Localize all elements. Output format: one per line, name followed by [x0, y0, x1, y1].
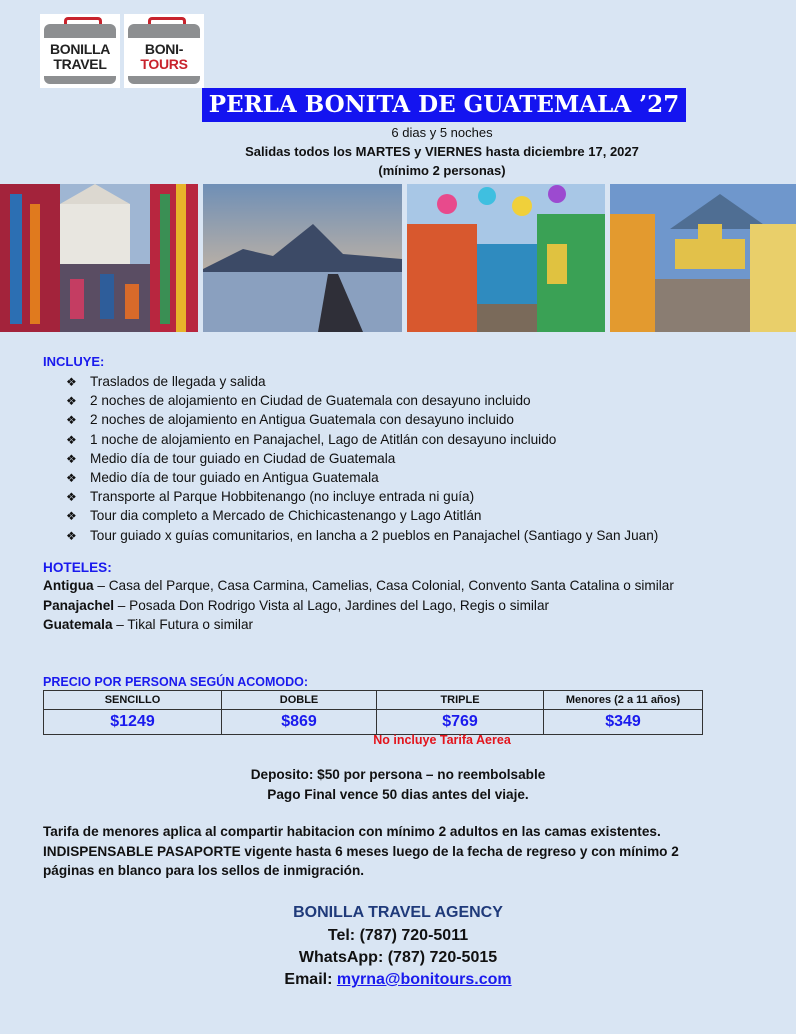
minimum-people: (mínimo 2 personas) [378, 163, 506, 178]
list-item: ❖ 1 noche de alojamiento en Panajachel, Lago de Atitlán con desayuno incluido [66, 430, 658, 449]
price-header-menores: Menores (2 a 11 años) [544, 691, 703, 710]
departures-info: Salidas todos los MARTES y VIERNES hasta diciembre 17, 2027 [245, 144, 639, 159]
email-link[interactable]: myrna@bonitours.com [336, 971, 512, 988]
incluye-heading: INCLUYE: [43, 354, 105, 369]
incluye-list [66, 372, 658, 545]
deposit-line: Deposito: $50 por persona – no reembolsable [250, 767, 546, 782]
list-item: ❖ Tour dia completo a Mercado de Chichicastenango y Lago Atitlán [66, 506, 658, 525]
market-photo [0, 184, 198, 332]
price-table [43, 690, 703, 735]
bonilla-travel-logo [40, 14, 120, 88]
diamond-bullet-icon: ❖ [66, 470, 77, 485]
hotel-row-antigua: Antigua – Casa del Parque, Casa Carmina, Camelias, Casa Colonial, Convento Santa Catalina o similar [43, 578, 674, 593]
price-header-sencillo: SENCILLO [44, 691, 222, 710]
logo-left-line1: BONILLA [49, 41, 111, 57]
logo-right-line1: BONI- [144, 41, 184, 57]
precio-heading: PRECIO POR PERSONA SEGÚN ACOMODO: [43, 675, 309, 689]
diamond-bullet-icon: ❖ [66, 509, 77, 524]
price-doble: $869 [222, 710, 377, 735]
page-title: PERLA BONITA DE GUATEMALA ’27 [202, 88, 686, 122]
price-header-doble: DOBLE [222, 691, 377, 710]
final-payment-line: Pago Final vence 50 dias antes del viaje. [267, 787, 529, 802]
email-line [0, 971, 796, 989]
price-menores: $349 [544, 710, 703, 735]
price-sencillo: $1249 [44, 710, 222, 735]
list-item: ❖ Traslados de llegada y salida [66, 372, 658, 391]
list-item: ❖ 2 noches de alojamiento en Antigua Guatemala con desayuno incluido [66, 410, 658, 429]
diamond-bullet-icon: ❖ [66, 413, 77, 428]
note-line-2: INDISPENSABLE PASAPORTE vigente hasta 6 meses luego de la fecha de regreso y con mínimo 2 [43, 844, 679, 859]
whatsapp-line: WhatsApp: (787) 720-5015 [298, 949, 498, 966]
table-row [44, 710, 703, 735]
list-item: ❖ Transporte al Parque Hobbitenango (no incluye entrada ni guía) [66, 487, 658, 506]
diamond-bullet-icon: ❖ [66, 528, 77, 543]
lake-atitlan-photo [203, 184, 402, 332]
diamond-bullet-icon: ❖ [66, 394, 77, 409]
diamond-bullet-icon: ❖ [66, 451, 77, 466]
airfare-note: No incluye Tarifa Aerea [373, 733, 511, 747]
list-item: ❖ Medio día de tour guiado en Antigua Guatemala [66, 468, 658, 487]
boni-tours-logo [124, 14, 204, 88]
price-triple: $769 [377, 710, 544, 735]
list-item: ❖ Tour guiado x guías comunitarios, en lancha a 2 pueblos en Panajachel (Santiago y San Juan) [66, 526, 658, 545]
logo-left-line2: TRAVEL [53, 56, 107, 72]
diamond-bullet-icon: ❖ [66, 432, 77, 447]
hotel-row-panajachel: Panajachel – Posada Don Rodrigo Vista al Lago, Jardines del Lago, Regis o similar [43, 598, 550, 613]
antigua-arch-photo [610, 184, 796, 332]
table-row [44, 691, 703, 710]
agency-name: BONILLA TRAVEL AGENCY [293, 904, 503, 921]
list-item: ❖ Medio día de tour guiado en Ciudad de Guatemala [66, 449, 658, 468]
email-label: Email: [284, 971, 337, 988]
note-line-3: páginas en blanco para los sellos de inmigración. [43, 863, 365, 878]
hotel-row-guatemala: Guatemala – Tikal Futura o similar [43, 617, 254, 632]
colorful-street-photo [407, 184, 605, 332]
diamond-bullet-icon: ❖ [66, 375, 77, 389]
note-line-1: Tarifa de menores aplica al compartir habitacion con mínimo 2 adultos en las camas existentes. [43, 824, 661, 839]
phone-line: Tel: (787) 720-5011 [327, 927, 469, 944]
trip-duration: 6 dias y 5 noches [391, 125, 493, 140]
price-header-triple: TRIPLE [377, 691, 544, 710]
diamond-bullet-icon: ❖ [66, 490, 77, 505]
hoteles-heading: HOTELES: [43, 560, 112, 575]
logo-right-line2: TOURS [140, 56, 188, 72]
list-item: ❖ 2 noches de alojamiento en Ciudad de Guatemala con desayuno incluido [66, 391, 658, 410]
